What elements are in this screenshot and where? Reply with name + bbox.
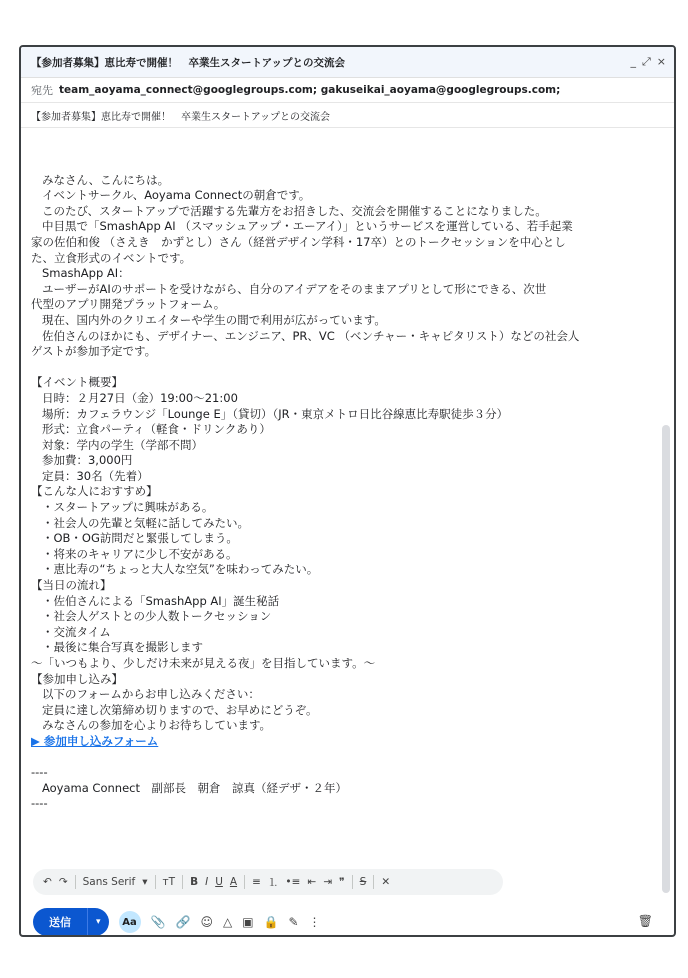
attach-icon[interactable]: 📎 bbox=[150, 915, 166, 929]
strikethrough-icon[interactable]: S bbox=[359, 876, 367, 888]
discard-icon[interactable]: 🗑 bbox=[637, 914, 653, 928]
signature-icon[interactable]: ✎ bbox=[288, 915, 299, 929]
bold-icon[interactable]: B bbox=[190, 876, 199, 888]
message-body[interactable] bbox=[31, 157, 651, 828]
clear-formatting-icon[interactable]: ✕ bbox=[381, 876, 391, 888]
emoji-icon[interactable]: ☺ bbox=[200, 915, 213, 929]
signature: ---- Aoyama Connect 副部長 朝倉 諒真（経デザ・２年） ---- bbox=[31, 765, 347, 811]
chevron-down-icon[interactable]: ▾ bbox=[142, 876, 148, 888]
formatting-options-button[interactable]: Aa bbox=[119, 911, 141, 933]
subject-row[interactable] bbox=[21, 103, 674, 128]
recipients-row[interactable] bbox=[21, 78, 674, 103]
italic-icon[interactable]: I bbox=[205, 876, 209, 888]
close-icon[interactable]: × bbox=[656, 55, 666, 68]
formatting-toolbar bbox=[33, 869, 503, 895]
subject-field[interactable]: 【参加者募集】恵比寿で開催！ 卒業生スタートアップとの交流会 bbox=[31, 111, 330, 123]
scrollbar[interactable] bbox=[662, 425, 670, 893]
undo-icon[interactable]: ↶ bbox=[43, 876, 52, 888]
send-button[interactable]: 送信 bbox=[33, 908, 87, 936]
link-icon[interactable]: 🔗 bbox=[175, 915, 191, 929]
confidential-icon[interactable]: 🔒 bbox=[263, 915, 279, 929]
toolbar-divider bbox=[352, 875, 353, 889]
fullscreen-icon[interactable]: ⤢ bbox=[641, 55, 651, 68]
send-button-group bbox=[33, 908, 109, 936]
bulleted-list-icon[interactable]: •≡ bbox=[285, 876, 301, 888]
font-select[interactable]: Sans Serif bbox=[82, 876, 136, 888]
drive-icon[interactable]: △ bbox=[222, 915, 233, 929]
indent-less-icon[interactable]: ⇤ bbox=[307, 876, 317, 888]
send-options-button[interactable]: ▾ bbox=[87, 908, 109, 936]
toolbar-divider bbox=[155, 875, 156, 889]
redo-icon[interactable]: ↷ bbox=[58, 876, 68, 888]
toolbar-divider bbox=[75, 875, 76, 889]
toolbar-divider bbox=[182, 875, 183, 889]
text-color-icon[interactable]: A bbox=[229, 876, 238, 888]
minimize-icon[interactable]: _ bbox=[630, 55, 636, 68]
underline-icon[interactable]: U bbox=[215, 876, 223, 888]
more-options-icon[interactable]: ⋮ bbox=[308, 915, 321, 929]
indent-more-icon[interactable]: ⇥ bbox=[323, 876, 332, 888]
numbered-list-icon[interactable]: ⒈ bbox=[267, 876, 279, 889]
align-icon[interactable]: ≡ bbox=[252, 876, 261, 888]
recipients-label: 宛先 bbox=[31, 84, 53, 97]
form-link[interactable]: ▶ 参加申し込みフォーム bbox=[31, 733, 159, 748]
recipients-field[interactable]: team_aoyama_connect@googlegroups.com; gakuseikai_aoyama@googlegroups.com; bbox=[59, 84, 561, 96]
compose-title: 【参加者募集】恵比寿で開催！ 卒業生スタートアップとの交流会 bbox=[31, 56, 345, 69]
photo-icon[interactable]: ▣ bbox=[242, 915, 254, 929]
body-text: みなさん、こんにちは。 イベントサークル、Aoyama Connectの朝倉です。 このたび、スタートアップで活躍する先輩方をお招きした、交流会を開催することになりました。 中目黒で「SmashApp AI （スマッシュアップ・エーアイ）」というサービスを運営している、若手起業 家の佐伯和俊 （さえき かずとし）さん（経営デザイン学科・17卒）とのトークセッションを中心とし た、立食形式のイベントです。 SmashApp AI： ユーザーがAIのサポートを受けながら、自分のアイデアをそのままアプリとして形にできる、次世 代型のアプリ開発プラットフォーム。 現在、国内外のクリエイターや学生の間で利用が広がっています。 佐伯さんのほかにも、デザイナー、エンジニア、PR、VC （ベンチャー・キャピタリスト）などの社会人 ゲストが参加予定です。 【イベント概要】 日時：２月27日（金）19:00〜21:00 場所：カフェラウンジ「Lounge E」（貸切）（JR・東京メトロ日比谷線恵比寿駅徒歩３分） 形式：立食パーティ（軽食・ドリンクあり） 対象：学内の学生（学部不問） 参加費：3,000円 定員：30名（先着） 【こんな人におすすめ】 ・スタートアップに興味がある。 ・社会人の先輩と気軽に話してみたい。 ・OB・OG訪問だと緊張してしまう。 ・将来のキャリアに少し不安がある。 ・恵比寿の“ちょっと大人な空気”を味わってみたい。 【当日の流れ】 ・佐伯さんによる「SmashApp AI」誕生秘話 ・社会人ゲストとの少人数トークセッション ・交流タイム ・最後に集合写真を撮影します 〜「いつもより、少しだけ未来が見える夜」を目指しています。〜 【参加申し込み】 以下のフォームからお申し込みください： 定員に達し次第締め切りますので、お早めにどうぞ。 みなさんの参加を心よりお待ちしています。 bbox=[31, 172, 580, 733]
text-size-icon[interactable]: тT bbox=[162, 876, 176, 888]
quote-icon[interactable]: ❞ bbox=[339, 876, 345, 888]
toolbar-divider bbox=[244, 875, 245, 889]
compose-titlebar[interactable] bbox=[21, 47, 674, 78]
compose-bottom-bar bbox=[33, 907, 663, 937]
toolbar-divider bbox=[373, 875, 374, 889]
compose-window bbox=[19, 45, 676, 937]
